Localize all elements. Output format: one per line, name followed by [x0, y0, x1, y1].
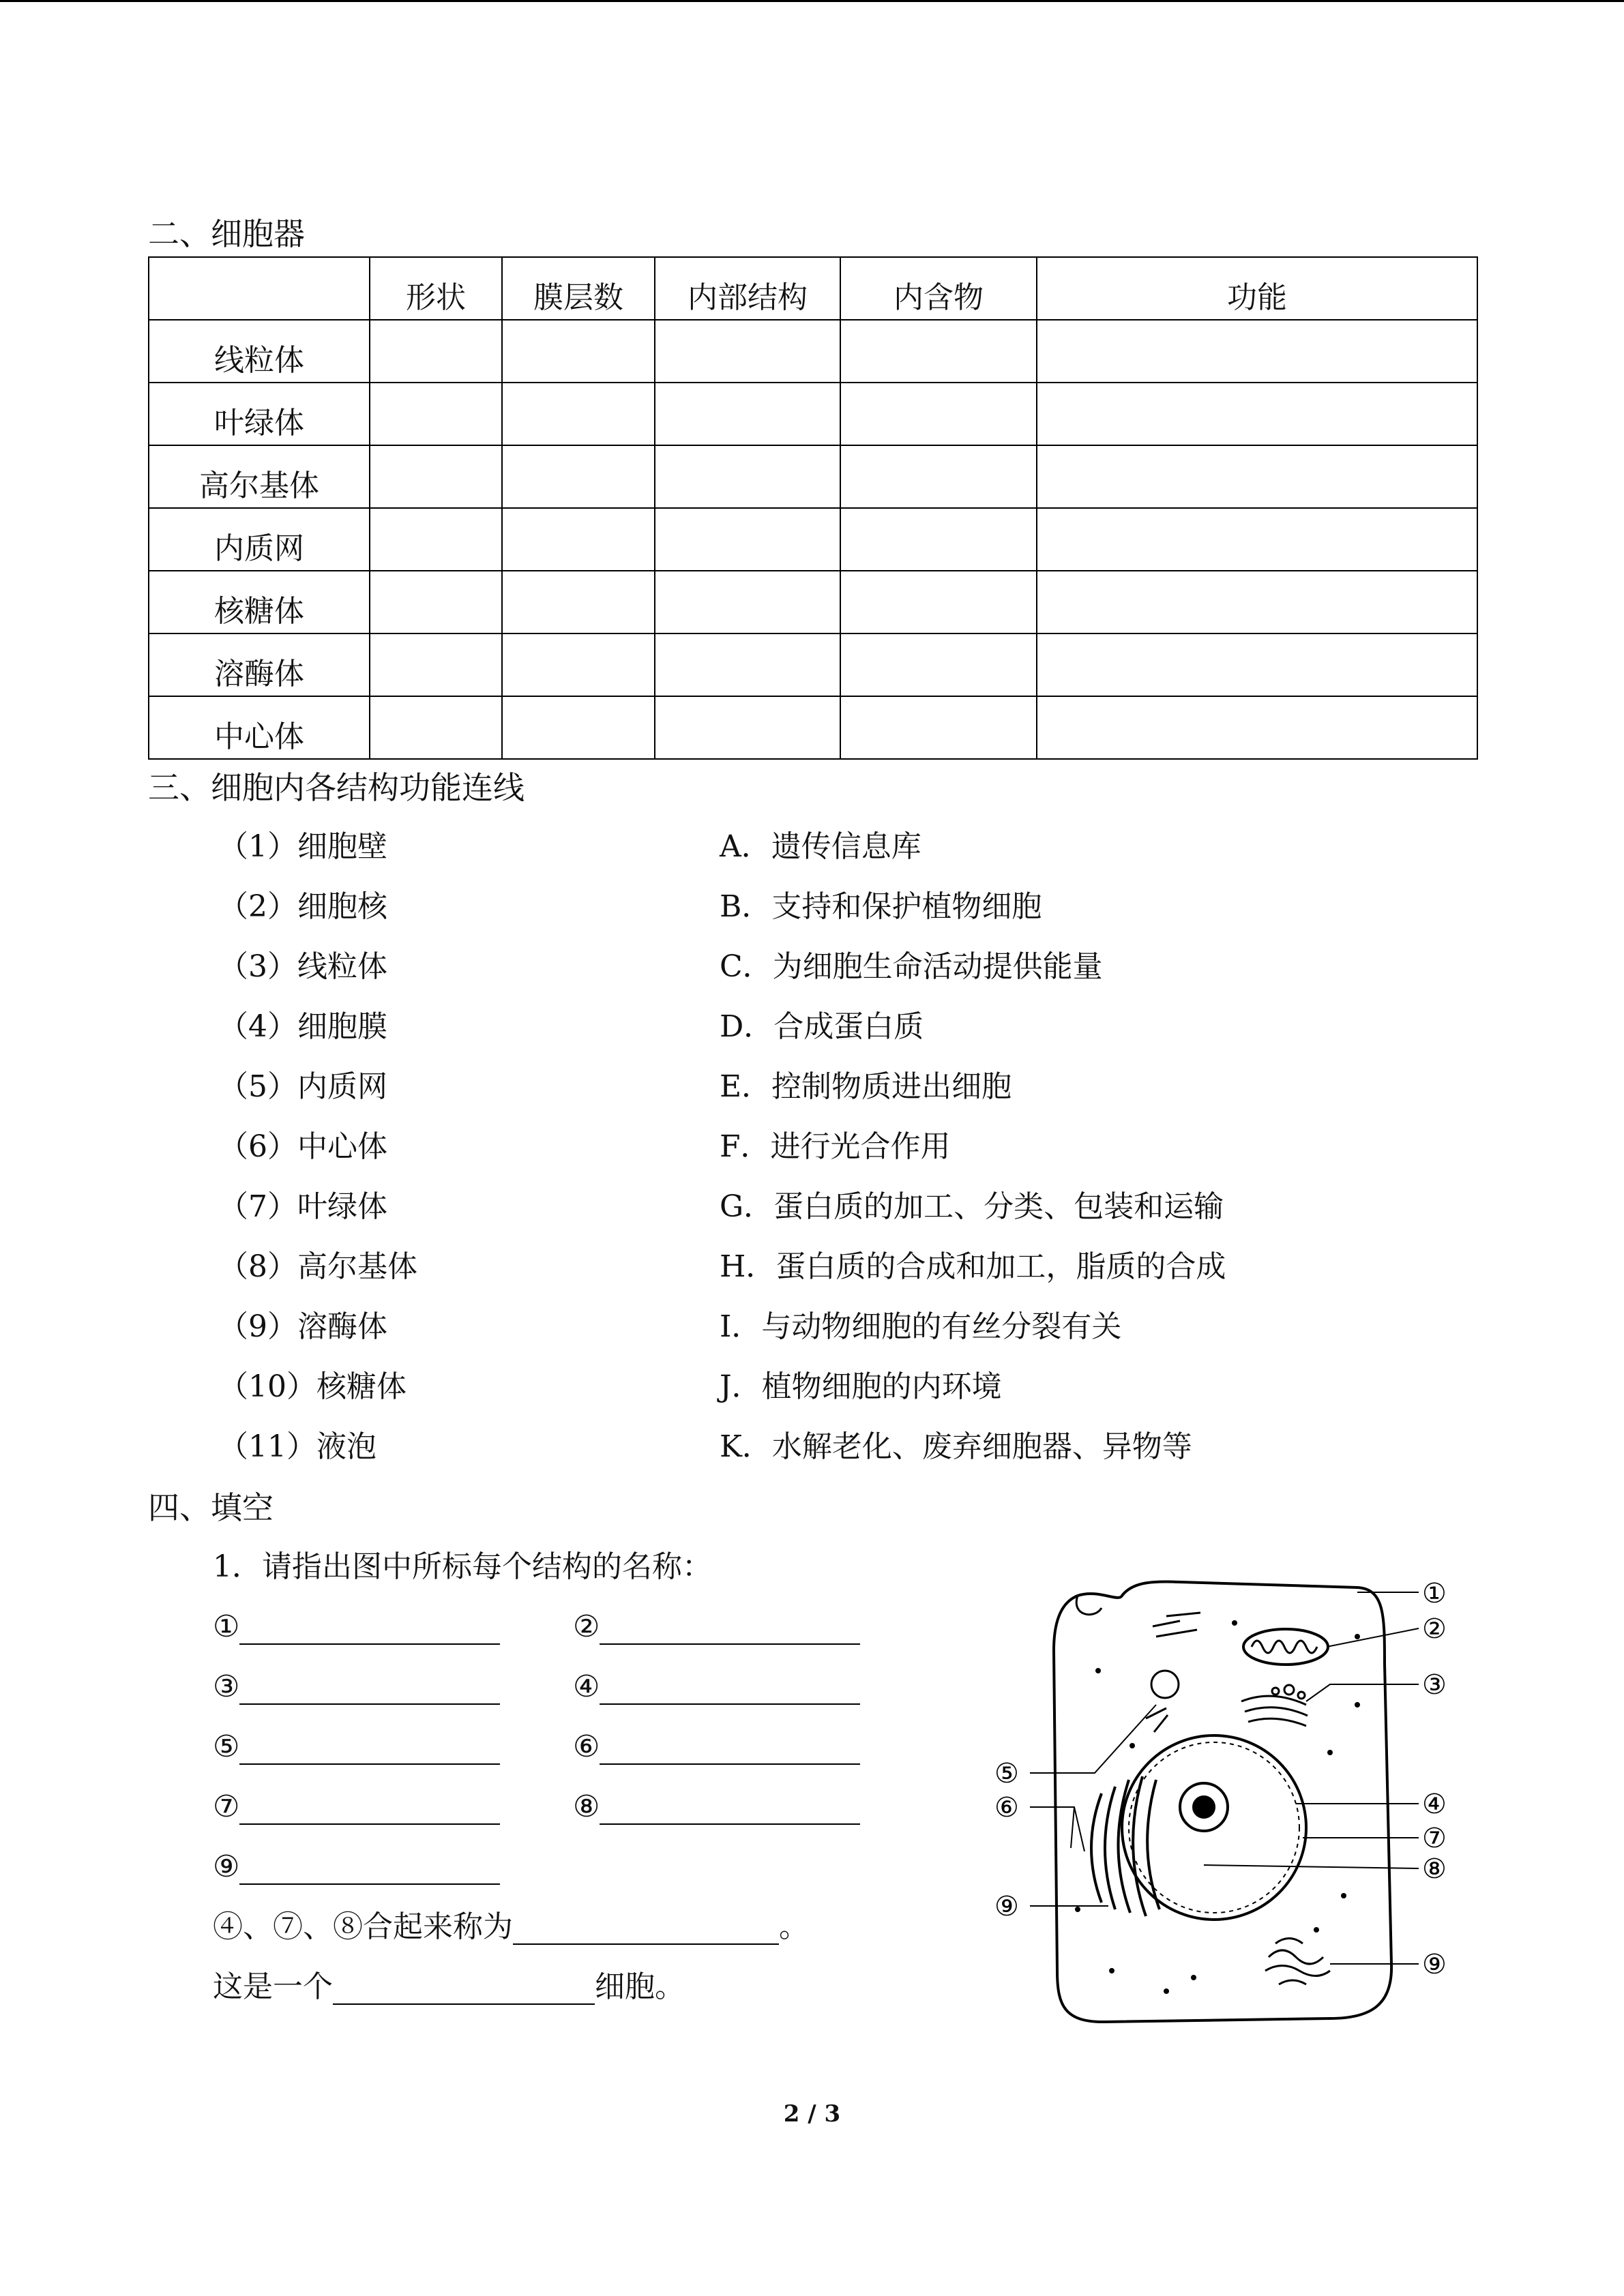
- table-row: [149, 445, 1477, 508]
- match-left-item: （4）细胞膜: [218, 1009, 387, 1044]
- answer-blank[interactable]: [600, 1673, 860, 1705]
- answer-blank[interactable]: [333, 1973, 595, 2005]
- blank-item: ③: [213, 1669, 500, 1705]
- table-row: [149, 696, 1477, 759]
- match-right-item: G．蛋白质的加工、分类、包装和运输: [720, 1189, 1224, 1224]
- diagram-label: ③: [1422, 1669, 1447, 1701]
- answer-blank[interactable]: [239, 1613, 500, 1645]
- page-number: 2 / 3: [783, 2100, 841, 2128]
- table-header-cell: 内含物: [840, 257, 1037, 320]
- match-left-item: （6）中心体: [218, 1129, 387, 1164]
- mitochondrion-shape: [1243, 1629, 1328, 1665]
- match-right-item: E．控制物质进出细胞: [720, 1069, 1012, 1104]
- answer-blank[interactable]: [239, 1853, 500, 1885]
- blank-item: ⑤: [213, 1729, 500, 1765]
- table-row: [149, 571, 1477, 633]
- match-left-item: （8）高尔基体: [218, 1249, 417, 1284]
- diagram-label: ⑤: [994, 1758, 1019, 1789]
- question-3: 这是一个 细胞。: [213, 1969, 685, 2004]
- table-row: [149, 383, 1477, 445]
- diagram-label: ⑥: [994, 1792, 1019, 1823]
- table-header-cell: [149, 257, 370, 320]
- blank-item: ⑧: [573, 1789, 860, 1825]
- answer-blank[interactable]: [600, 1733, 860, 1765]
- row-label: 核糖体: [149, 571, 370, 633]
- blank-item: ①: [213, 1609, 500, 1645]
- blank-item: ⑥: [573, 1729, 860, 1765]
- table-header-cell: 膜层数: [502, 257, 655, 320]
- match-left-item: （11）液泡: [218, 1429, 377, 1464]
- match-right-item: K．水解老化、废弃细胞器、异物等: [720, 1429, 1192, 1464]
- section2-heading: 二、细胞器: [148, 215, 305, 252]
- organelle-table: [148, 256, 1478, 760]
- row-label: 线粒体: [149, 320, 370, 383]
- answer-blank[interactable]: [600, 1613, 860, 1645]
- table-row: [149, 508, 1477, 571]
- blank-item: ⑦: [213, 1789, 500, 1825]
- table-header-row: [149, 257, 1477, 320]
- match-left-item: （7）叶绿体: [218, 1189, 387, 1224]
- diagram-label: ⑦: [1422, 1823, 1447, 1854]
- match-left-item: （5）内质网: [218, 1069, 387, 1104]
- row-label: 中心体: [149, 696, 370, 759]
- blank-item: ②: [573, 1609, 860, 1645]
- answer-blank[interactable]: [239, 1673, 500, 1705]
- diagram-label: ④: [1422, 1789, 1447, 1820]
- table-header-cell: 内部结构: [655, 257, 840, 320]
- table-row: [149, 320, 1477, 383]
- match-left-item: （2）细胞核: [218, 889, 387, 924]
- blank-item: ⑨: [213, 1849, 500, 1885]
- match-right-item: A．遗传信息库: [720, 829, 921, 864]
- match-right-item: J．植物细胞的内环境: [720, 1369, 1002, 1404]
- section4-heading: 四、填空: [148, 1489, 274, 1526]
- question-2: ④、⑦、⑧合起来称为 。: [213, 1909, 809, 1944]
- blank-item: ④: [573, 1669, 860, 1705]
- centrosome-shape: [1151, 1671, 1179, 1698]
- diagram-label: ②: [1422, 1613, 1447, 1645]
- table-row: [149, 633, 1477, 696]
- match-right-item: F．进行光合作用: [720, 1129, 951, 1164]
- diagram-label: ⑨: [1422, 1949, 1447, 1980]
- section3-heading: 三、细胞内各结构功能连线: [148, 769, 525, 806]
- cell-membrane-shape: [1054, 1581, 1391, 2022]
- question-1: 1．请指出图中所标每个结构的名称：: [213, 1549, 712, 1584]
- match-left-item: （3）线粒体: [218, 949, 387, 984]
- row-label: 溶酶体: [149, 633, 370, 696]
- row-label: 高尔基体: [149, 445, 370, 508]
- answer-blank[interactable]: [600, 1793, 860, 1825]
- match-right-item: D．合成蛋白质: [720, 1009, 924, 1044]
- match-left-item: （10）核糖体: [218, 1369, 407, 1404]
- row-label: 叶绿体: [149, 383, 370, 445]
- page-top-border: [0, 0, 1624, 2]
- animal-cell-diagram: [975, 1568, 1494, 2046]
- match-left-item: （9）溶酶体: [218, 1309, 387, 1344]
- match-right-item: I．与动物细胞的有丝分裂有关: [720, 1309, 1122, 1344]
- match-right-item: H．蛋白质的合成和加工，脂质的合成: [720, 1249, 1226, 1284]
- table-header-cell: 功能: [1037, 257, 1477, 320]
- diagram-label: ⑧: [1422, 1853, 1447, 1885]
- diagram-label: ①: [1422, 1578, 1447, 1609]
- match-left-item: （1）细胞壁: [218, 829, 387, 864]
- row-label: 内质网: [149, 508, 370, 571]
- match-right-item: C．为细胞生命活动提供能量: [720, 949, 1103, 984]
- answer-blank[interactable]: [239, 1733, 500, 1765]
- answer-blank[interactable]: [239, 1793, 500, 1825]
- diagram-label: ⑨: [994, 1891, 1019, 1922]
- table-header-cell: 形状: [370, 257, 502, 320]
- match-right-item: B．支持和保护植物细胞: [720, 889, 1042, 924]
- answer-blank[interactable]: [513, 1913, 779, 1945]
